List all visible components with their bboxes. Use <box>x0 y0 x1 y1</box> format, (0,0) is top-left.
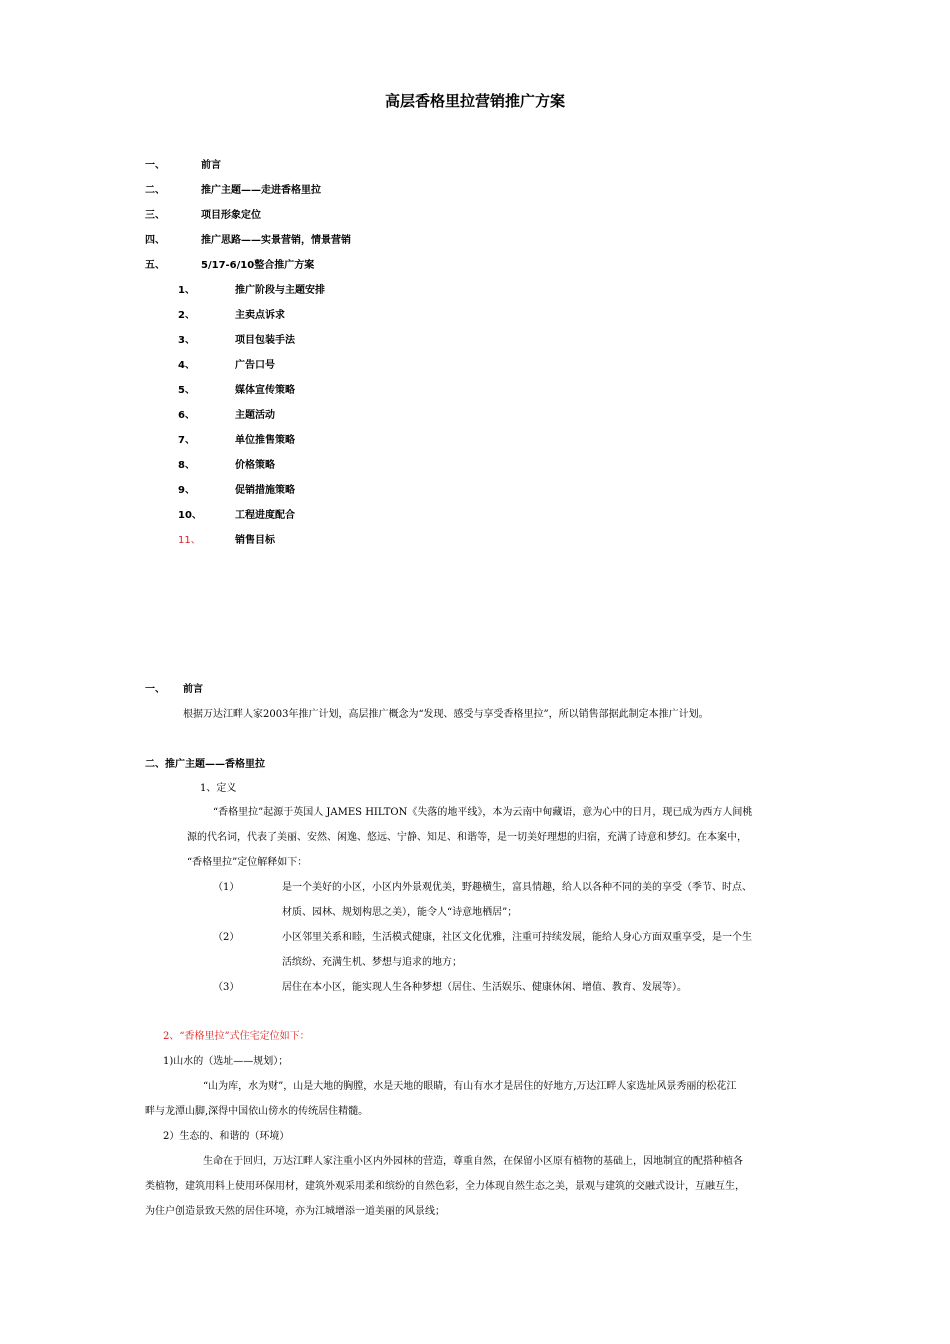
paragraph: 根据万达江畔人家2003年推广计划，高层推广概念为“发现、感受与享受香格里拉”，所以销售部据此制定本推广计划。 <box>183 709 709 720</box>
paragraph-line: “山为库，水为财”，山是大地的胸膛，水是天地的眼睛，有山有水才是居住的好地方,万达江畔人家选址风景秀丽的松花江 <box>203 1081 737 1092</box>
toc-number: 6、 <box>178 410 195 421</box>
toc-label: 项目形象定位 <box>201 210 261 221</box>
toc-number-highlighted: 11、 <box>178 535 201 546</box>
page-title: 高层香格里拉营销推广方案 <box>384 92 565 110</box>
subsection-title: 2）生态的、和谐的（环境） <box>163 1131 290 1142</box>
toc-label: 促销措施策略 <box>235 485 295 496</box>
toc-label: 广告口号 <box>235 360 275 371</box>
paragraph-line: “香格里拉”起源于英国人 JAMES HILTON《失落的地平线》，本为云南中甸藏语，意为心中的日月，现已成为西方人间桃 <box>213 807 753 818</box>
toc-label: 主题活动 <box>235 410 275 421</box>
section-number: 一、 <box>145 684 165 695</box>
toc-number: 9、 <box>178 485 195 496</box>
toc-label: 价格策略 <box>235 460 275 471</box>
toc-number: 四、 <box>145 235 165 246</box>
toc-label: 销售目标 <box>235 535 275 546</box>
paragraph-line: “香格里拉”定位解释如下： <box>187 857 308 868</box>
toc-label: 项目包装手法 <box>235 335 295 346</box>
section-heading <box>145 680 203 695</box>
toc-number: 5、 <box>178 385 195 396</box>
subsection-title: 1、定义 <box>200 783 237 794</box>
list-item-text: 居住在本小区，能实现人生各种梦想（居住、生活娱乐、健康休闲、增值、教育、发展等）。 <box>282 982 687 993</box>
paragraph-line: 生命在于回归，万达江畔人家注重小区内外园林的营造，尊重自然，在保留小区原有植物的基础上，因地制宜的配搭种植各 <box>203 1156 743 1167</box>
section-heading: 二、推广主题——香格里拉 <box>145 759 265 770</box>
toc-number: 二、 <box>145 185 165 196</box>
paragraph-line: 类植物，建筑用料上使用环保用材，建筑外观采用柔和缤纷的自然色彩，全力体现自然生态之美，景观与建筑的交融式设计，互融互生， <box>145 1181 745 1192</box>
toc-label: 单位推售策略 <box>235 435 295 446</box>
section-title: 前言 <box>183 684 203 695</box>
subsection-title: 1)山水的（选址——规划）； <box>163 1056 289 1067</box>
toc-label: 主卖点诉求 <box>235 310 285 321</box>
list-item-text: 小区邻里关系和睦，生活模式健康，社区文化优雅，注重可持续发展，能给人身心方面双重享受，是一个生 <box>282 932 752 943</box>
list-item-text: 材质、园林、规划构思之美），能令人“诗意地栖居”； <box>282 907 518 918</box>
toc-number: 4、 <box>178 360 195 371</box>
toc-label: 推广阶段与主题安排 <box>235 285 325 296</box>
toc-number: 10、 <box>178 510 202 521</box>
toc-label: 前言 <box>201 160 221 171</box>
paragraph-line: 为住户创造景致天然的居住环境，亦为江城增添一道美丽的风景线； <box>145 1206 445 1217</box>
paragraph-line: 畔与龙潭山脚,深得中国依山傍水的传统居住精髓。 <box>145 1106 369 1117</box>
toc-label: 推广主题——走进香格里拉 <box>201 185 321 196</box>
toc-number: 五、 <box>145 260 165 271</box>
list-item-text: 活缤纷、充满生机、梦想与追求的地方； <box>282 957 462 968</box>
list-item-number: （3） <box>213 982 240 993</box>
list-item-text: 是一个美好的小区，小区内外景观优美，野趣横生，富具情趣，给人以各种不同的美的享受（季节、时点、 <box>282 882 752 893</box>
toc-number: 一、 <box>145 160 165 171</box>
list-item-number: （1） <box>213 882 240 893</box>
toc-label: 工程进度配合 <box>235 510 295 521</box>
list-item-number: （2） <box>213 932 240 943</box>
toc-label: 5/17-6/10整合推广方案 <box>201 260 315 271</box>
toc-number: 3、 <box>178 335 195 346</box>
toc-number: 8、 <box>178 460 195 471</box>
toc-number: 1、 <box>178 285 195 296</box>
subsection-title-highlighted: 2、“香格里拉”式住宅定位如下： <box>163 1031 310 1042</box>
toc-label: 媒体宣传策略 <box>235 385 295 396</box>
toc-number: 7、 <box>178 435 195 446</box>
paragraph-line: 源的代名词，代表了美丽、安然、闲逸、悠远、宁静、知足、和谐等，是一切美好理想的归宿，充满了诗意和梦幻。在本案中， <box>187 832 747 843</box>
toc-number: 2、 <box>178 310 195 321</box>
toc-label: 推广思路——实景营销，情景营销 <box>201 235 351 246</box>
toc-number: 三、 <box>145 210 165 221</box>
